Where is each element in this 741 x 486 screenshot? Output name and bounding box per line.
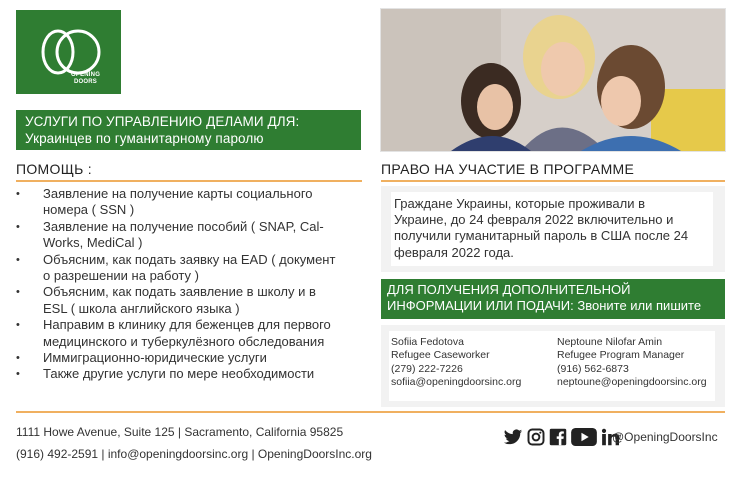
help-item-line: Works, MediCal ) xyxy=(43,235,143,251)
more-info-line: ИНФОРМАЦИИ ИЛИ ПОДАЧИ: Звоните или пишите xyxy=(387,298,702,313)
footer-divider xyxy=(16,411,725,413)
help-item xyxy=(16,366,366,382)
bullet-icon: • xyxy=(16,188,20,200)
bullet-icon: • xyxy=(16,352,20,365)
help-item-line: ESL ( школа английского языка ) xyxy=(43,300,240,316)
bullet-icon: • xyxy=(16,253,20,266)
social-handle[interactable]: @OpeningDoorsInc xyxy=(612,430,718,444)
social-icons xyxy=(503,427,619,447)
bullet-icon: • xyxy=(16,220,20,233)
eligibility-text xyxy=(391,192,713,266)
contact-phone[interactable]: (916) 562-6873 xyxy=(557,362,629,375)
help-item xyxy=(16,186,366,219)
bullet-icon: • xyxy=(16,319,20,332)
footer-address: 1111 Howe Avenue, Suite 125 | Sacramento, California 95825 xyxy=(16,425,344,439)
eligibility-line: получили гуманитарный пароль в США после 24 xyxy=(394,228,689,244)
bullet-icon: • xyxy=(16,368,20,381)
help-item-line: номера ( SSN ) xyxy=(43,202,135,218)
help-item-line: Также другие услуги по мере необходимости xyxy=(43,366,315,382)
contact-name: Neptoune Nilofar Amin xyxy=(557,336,663,348)
logo-rings-icon xyxy=(16,10,121,94)
facebook-icon[interactable] xyxy=(549,428,567,446)
more-info-line: ДЛЯ ПОЛУЧЕНИЯ ДОПОЛНИТЕЛЬНОЙ xyxy=(387,282,631,297)
contact-role: Refugee Caseworker xyxy=(391,349,490,362)
family-photo xyxy=(380,8,726,152)
contact-email[interactable]: sofiia@openingdoorsinc.org xyxy=(391,375,522,388)
logo-text xyxy=(71,72,100,86)
help-item xyxy=(16,317,366,350)
help-item-line: Объясним, как подать заявление в школу и в xyxy=(43,284,316,300)
help-item-line: Заявление на получение пособий ( SNAP, Cal- xyxy=(43,218,324,234)
more-info-band xyxy=(381,279,725,319)
youtube-icon[interactable] xyxy=(571,428,597,446)
contact-name: Sofiia Fedotova xyxy=(391,336,464,348)
help-item-line: Заявление на получение карты социального xyxy=(43,186,313,201)
contact-phone[interactable]: (279) 222-7226 xyxy=(391,362,463,375)
eligibility-section-title: ПРАВО НА УЧАСТИЕ В ПРОГРАММЕ xyxy=(381,161,635,177)
services-title: УСЛУГИ ПО УПРАВЛЕНИЮ ДЕЛАМИ ДЛЯ: xyxy=(25,114,300,129)
services-subtitle: Украинцев по гуманитарному паролю xyxy=(25,131,264,146)
eligibility-line: Украине, до 24 февраля 2022 включительно и xyxy=(394,212,674,228)
contact-role: Refugee Program Manager xyxy=(557,349,685,362)
help-item-line: о разрешении на работу ) xyxy=(43,268,199,284)
help-section-title: ПОМОЩЬ : xyxy=(16,161,92,177)
contact-card xyxy=(557,336,707,389)
eligibility-line: Граждане Украины, которые проживали в xyxy=(394,196,646,211)
bullet-icon: • xyxy=(16,286,20,299)
logo-text-line1: OPENING xyxy=(71,72,101,78)
family-photo-illustration xyxy=(381,9,725,151)
help-item xyxy=(16,350,366,366)
help-divider xyxy=(16,180,362,182)
help-item-line: Направим в клинику для беженцев для первого xyxy=(43,317,331,333)
instagram-icon[interactable] xyxy=(527,428,545,446)
contact-email[interactable]: neptoune@openingdoorsinc.org xyxy=(557,375,707,388)
logo-text-line2: DOORS xyxy=(74,79,98,85)
help-item-line: Иммиграционно-юридические услуги xyxy=(43,350,267,366)
help-list xyxy=(16,186,366,383)
footer-contact-line[interactable]: (916) 492-2591 | info@openingdoorsinc.org | OpeningDoorsInc.org xyxy=(16,447,372,461)
contacts-inner xyxy=(389,331,715,401)
help-item-line: Объясним, как подать заявку на EAD ( документ xyxy=(43,251,336,267)
opening-doors-logo xyxy=(16,10,121,94)
contacts-panel xyxy=(381,325,725,407)
help-item-line: медицинского и туберкулёзного обследования xyxy=(43,333,325,349)
twitter-icon[interactable] xyxy=(503,429,523,446)
help-item xyxy=(16,252,366,285)
services-title-band xyxy=(16,110,361,150)
contact-card xyxy=(391,336,521,389)
help-item xyxy=(16,219,366,252)
eligibility-panel xyxy=(381,186,725,272)
eligibility-divider xyxy=(381,180,725,182)
eligibility-line: февраля 2022 года. xyxy=(394,244,514,260)
help-item xyxy=(16,284,366,317)
